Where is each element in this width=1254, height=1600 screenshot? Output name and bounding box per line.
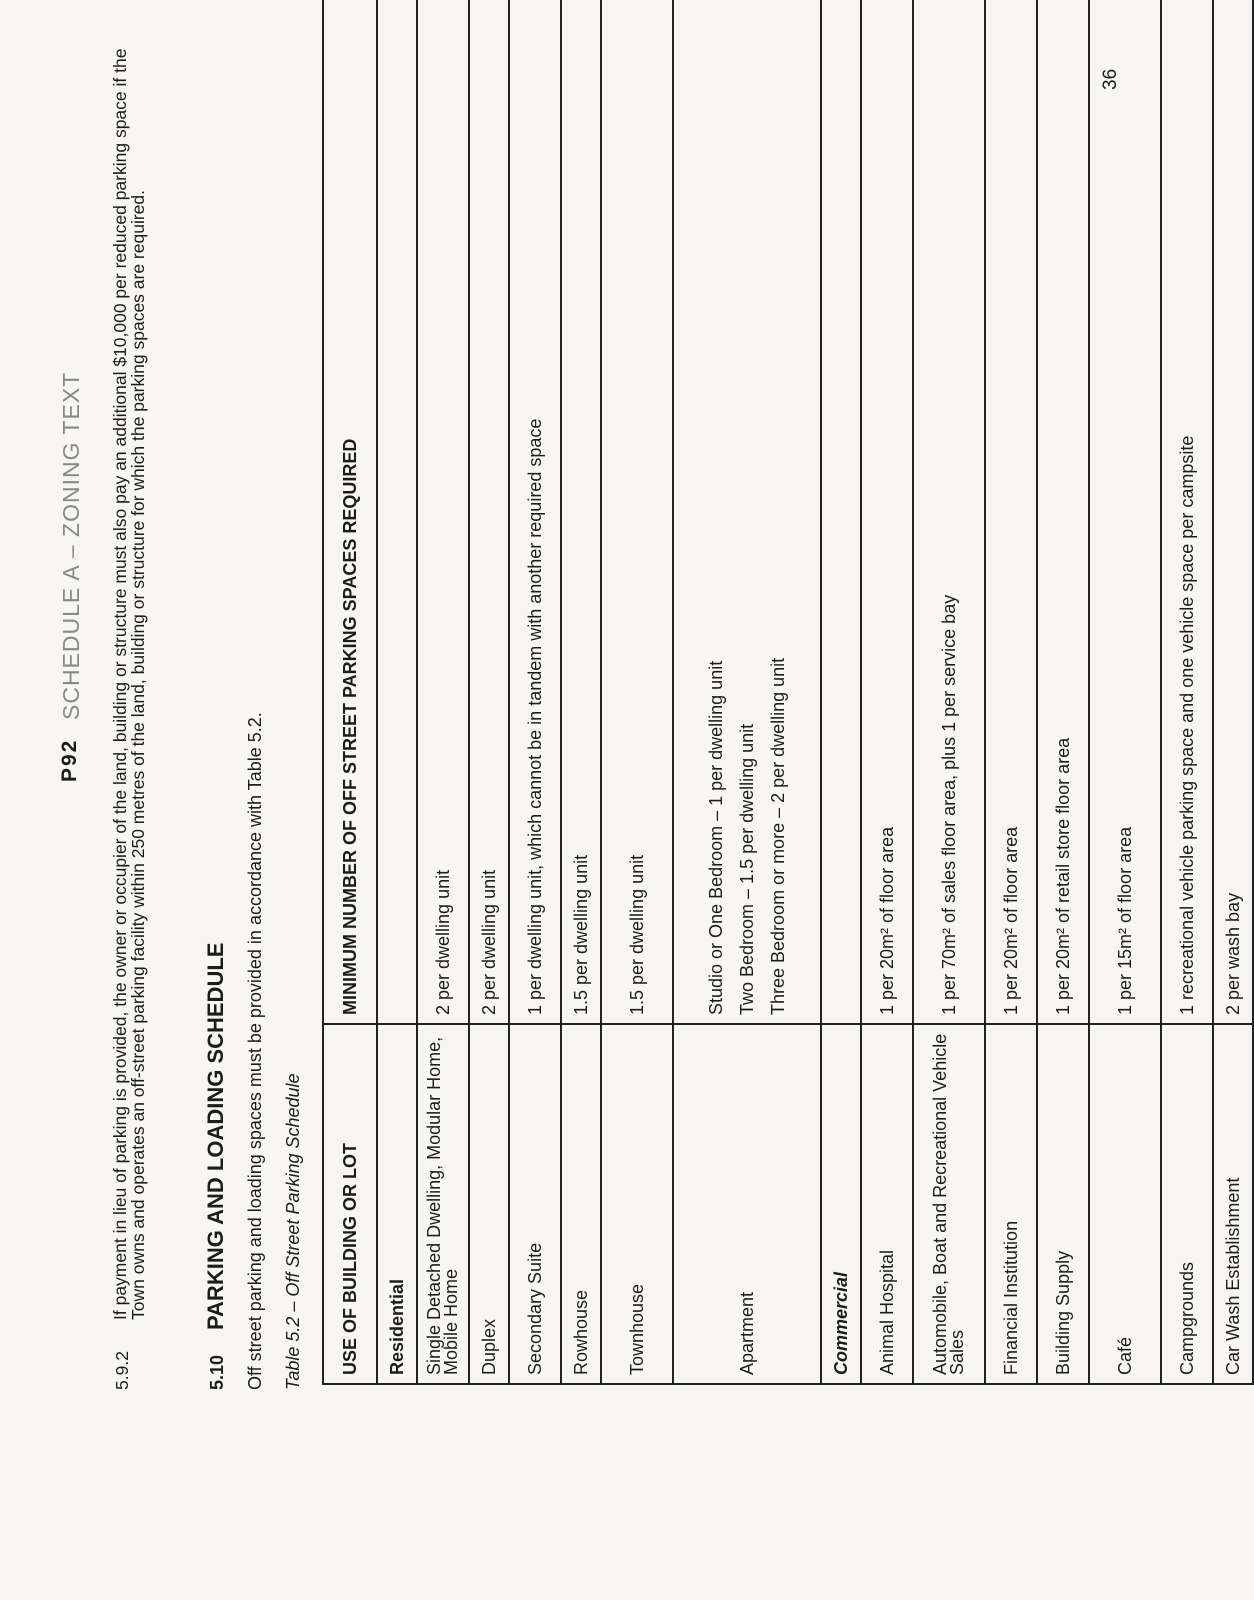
requirement-cell: 1.5 per dwelling unit bbox=[561, 0, 601, 1024]
paragraph-5-9-2: If payment in lieu of parking is provided, the owner or occupier of the land, building or structure must also pay an additional $10,000 per reduced parking space if the Town owns and operates an off-street parking facility within 250 metres of the land, building or structure for which the parking spaces are required. bbox=[110, 48, 148, 1320]
page-number: 36 bbox=[1100, 68, 1121, 90]
requirement-cell bbox=[673, 0, 821, 1024]
requirement-cell: 1 per 15m² of floor area bbox=[1089, 0, 1161, 1024]
use-cell: Townhouse bbox=[601, 1024, 673, 1384]
table-caption: Table 5.2 – Off Street Parking Schedule bbox=[283, 1073, 303, 1390]
table-row bbox=[417, 0, 469, 1384]
group-row-commercial bbox=[821, 0, 861, 1384]
table-header-row bbox=[323, 0, 377, 1384]
page-header-title: SCHEDULE A – ZONING TEXT bbox=[58, 371, 84, 720]
use-cell: Duplex bbox=[469, 1024, 509, 1384]
requirement-cell: 1 recreational vehicle parking space and one vehicle space per campsite bbox=[1161, 0, 1213, 1024]
requirement-line: Three Bedroom or more – 2 per dwelling unit bbox=[767, 657, 788, 1015]
table-row bbox=[601, 0, 673, 1384]
table-row bbox=[913, 0, 985, 1384]
section-title: PARKING AND LOADING SCHEDULE bbox=[203, 942, 228, 1330]
requirement-cell: 1 per 20m² of floor area bbox=[985, 0, 1037, 1024]
use-cell: Rowhouse bbox=[561, 1024, 601, 1384]
table-row bbox=[1089, 0, 1161, 1384]
use-cell: Apartment bbox=[673, 1024, 821, 1384]
table-row bbox=[861, 0, 913, 1384]
header-requirement: MINIMUM NUMBER OF OFF STREET PARKING SPACES REQUIRED bbox=[323, 0, 377, 1024]
paragraph-number: 5.9.2 bbox=[112, 1351, 132, 1390]
section-number: 5.10 bbox=[207, 1354, 227, 1390]
use-cell: Automobile, Boat and Recreational Vehicle Sales bbox=[913, 1024, 985, 1384]
table-row bbox=[1037, 0, 1089, 1384]
header-use: USE OF BUILDING OR LOT bbox=[323, 1024, 377, 1384]
use-cell: Campgrounds bbox=[1161, 1024, 1213, 1384]
requirement-cell: 1 per 20m² of floor area bbox=[861, 0, 913, 1024]
use-cell: Café bbox=[1089, 1024, 1161, 1384]
table-row bbox=[673, 0, 821, 1384]
intro-text: Off street parking and loading spaces must be provided in accordance with Table 5.2. bbox=[245, 712, 265, 1390]
use-cell: Animal Hospital bbox=[861, 1024, 913, 1384]
requirement-line: Two Bedroom – 1.5 per dwelling unit bbox=[736, 723, 757, 1015]
group-row-residential bbox=[377, 0, 417, 1384]
requirement-cell: 1 per 70m² of sales floor area, plus 1 per service bay bbox=[913, 0, 985, 1024]
requirement-line: Studio or One Bedroom – 1 per dwelling unit bbox=[705, 660, 726, 1015]
group-label: Residential bbox=[377, 1024, 417, 1384]
requirement-cell: 1.5 per dwelling unit bbox=[601, 0, 673, 1024]
table-row bbox=[1161, 0, 1213, 1384]
use-cell: Financial Institution bbox=[985, 1024, 1037, 1384]
section-heading bbox=[203, 943, 229, 1390]
page-code: P92 bbox=[58, 738, 81, 782]
table-row bbox=[985, 0, 1037, 1384]
requirement-cell: 2 per dwelling unit bbox=[469, 0, 509, 1024]
table-row bbox=[509, 0, 561, 1384]
requirement-cell: 1 per 20m² of retail store floor area bbox=[1037, 0, 1089, 1024]
group-label: Commercial bbox=[821, 1024, 861, 1384]
use-cell: Building Supply bbox=[1037, 1024, 1089, 1384]
requirement-cell: 1 per dwelling unit, which cannot be in tandem with another required space bbox=[509, 0, 561, 1024]
parking-schedule-table bbox=[322, 0, 1254, 1385]
table-row bbox=[469, 0, 509, 1384]
table-row bbox=[1213, 0, 1253, 1384]
use-cell: Secondary Suite bbox=[509, 1024, 561, 1384]
requirement-cell: 2 per wash bay bbox=[1213, 0, 1253, 1024]
use-cell: Car Wash Establishment bbox=[1213, 1024, 1253, 1384]
use-cell: Single Detached Dwelling, Modular Home, Mobile Home bbox=[417, 1024, 469, 1384]
table-row bbox=[561, 0, 601, 1384]
requirement-cell: 2 per dwelling unit bbox=[417, 0, 469, 1024]
